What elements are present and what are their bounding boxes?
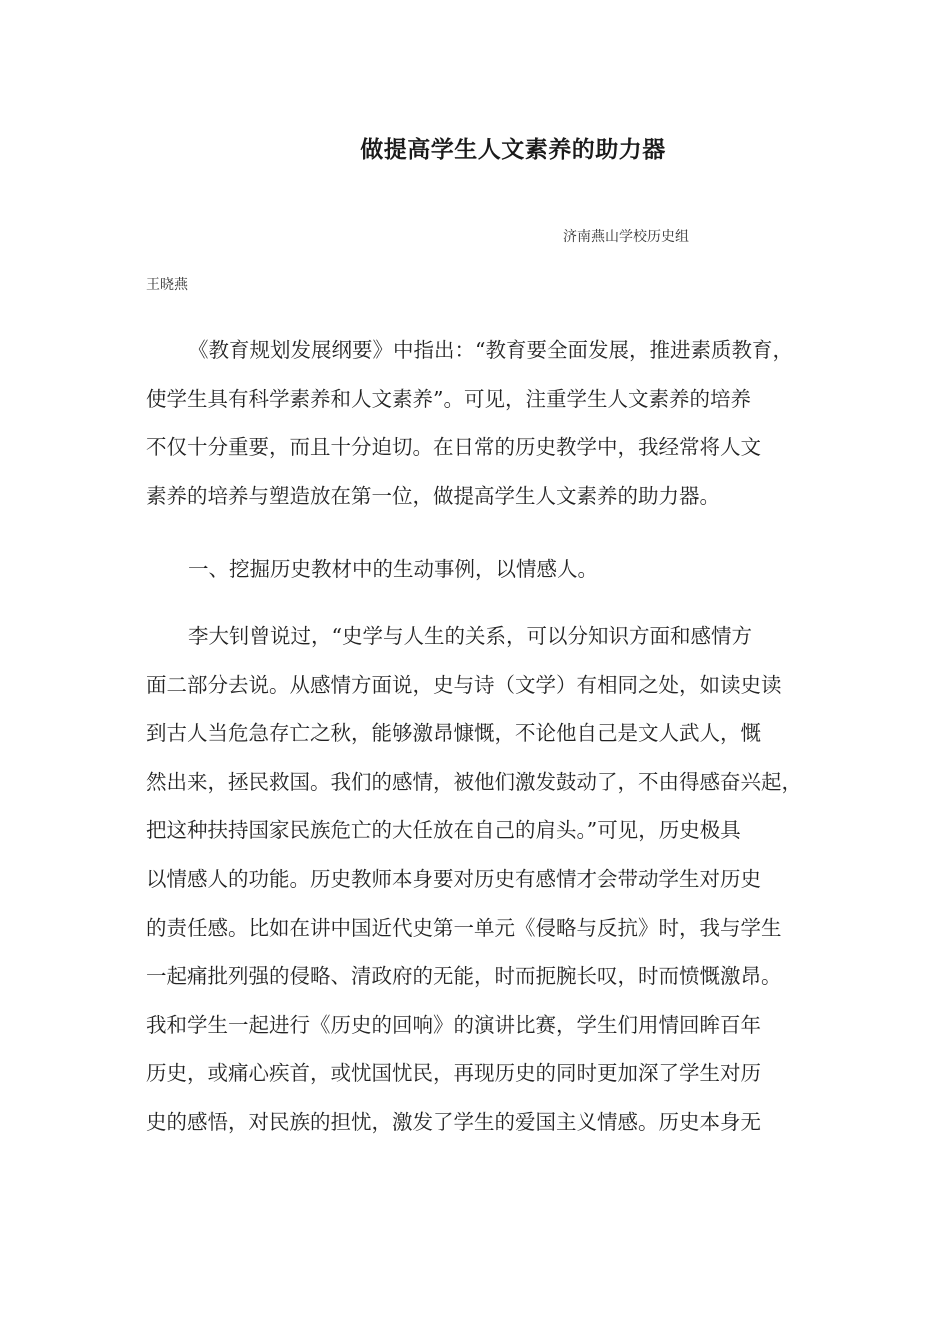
paragraph-line: 使学生具有科学素养和人文素养”。可见，注重学生人文素养的培养 — [146, 386, 751, 411]
author-name: 王晓燕 — [146, 277, 188, 293]
paragraph-section1 — [146, 612, 814, 1147]
paragraph-line: 面二部分去说。从感情方面说，史与诗（文学）有相同之处，如读史读 — [146, 672, 782, 697]
section-heading — [146, 545, 814, 594]
paragraph-line: 的责任感。比如在讲中国近代史第一单元《侵略与反抗》时，我与学生 — [146, 915, 782, 940]
paragraph-line: 历史，或痛心疾首，或忧国忧民，再现历史的同时更加深了学生对历 — [146, 1061, 761, 1086]
paragraph-line: 李大钊曾说过，“史学与人生的关系，可以分知识方面和感情方 — [188, 624, 752, 648]
author-organization: 济南燕山学校历史组 — [563, 229, 689, 245]
paragraph-line: 史的感悟，对民族的担忧，激发了学生的爱国主义情感。历史本身无 — [146, 1109, 761, 1134]
paragraph-line: 一起痛批列强的侵略、清政府的无能，时而扼腕长叹，时而愤慨激昂。 — [146, 964, 782, 989]
paragraph-line: 素养的培养与塑造放在第一位，做提高学生人文素养的助力器。 — [146, 483, 720, 508]
document-title: 做提高学生人文素养的助力器 — [360, 137, 666, 163]
paragraph-intro — [146, 326, 814, 520]
paragraph-line: 把这种扶持国家民族危亡的大任放在自己的肩头。”可见，历史极具 — [146, 818, 741, 843]
paragraph-line: 以情感人的功能。历史教师本身要对历史有感情才会带动学生对历史 — [146, 866, 761, 891]
paragraph-line: 《教育规划发展纲要》中指出：“教育要全面发展，推进素质教育， — [188, 338, 793, 362]
paragraph-line: 然出来，拯民救国。我们的感情，被他们激发鼓动了，不由得感奋兴起， — [146, 769, 802, 794]
section-heading-text: 一、挖掘历史教材中的生动事例，以情感人。 — [188, 557, 598, 581]
paragraph-line: 到古人当危急存亡之秋，能够激昂慷慨，不论他自己是文人武人，慨 — [146, 721, 761, 746]
paragraph-line: 我和学生一起进行《历史的回响》的演讲比赛，学生们用情回眸百年 — [146, 1012, 761, 1037]
paragraph-line: 不仅十分重要，而且十分迫切。在日常的历史教学中，我经常将人文 — [146, 435, 761, 460]
